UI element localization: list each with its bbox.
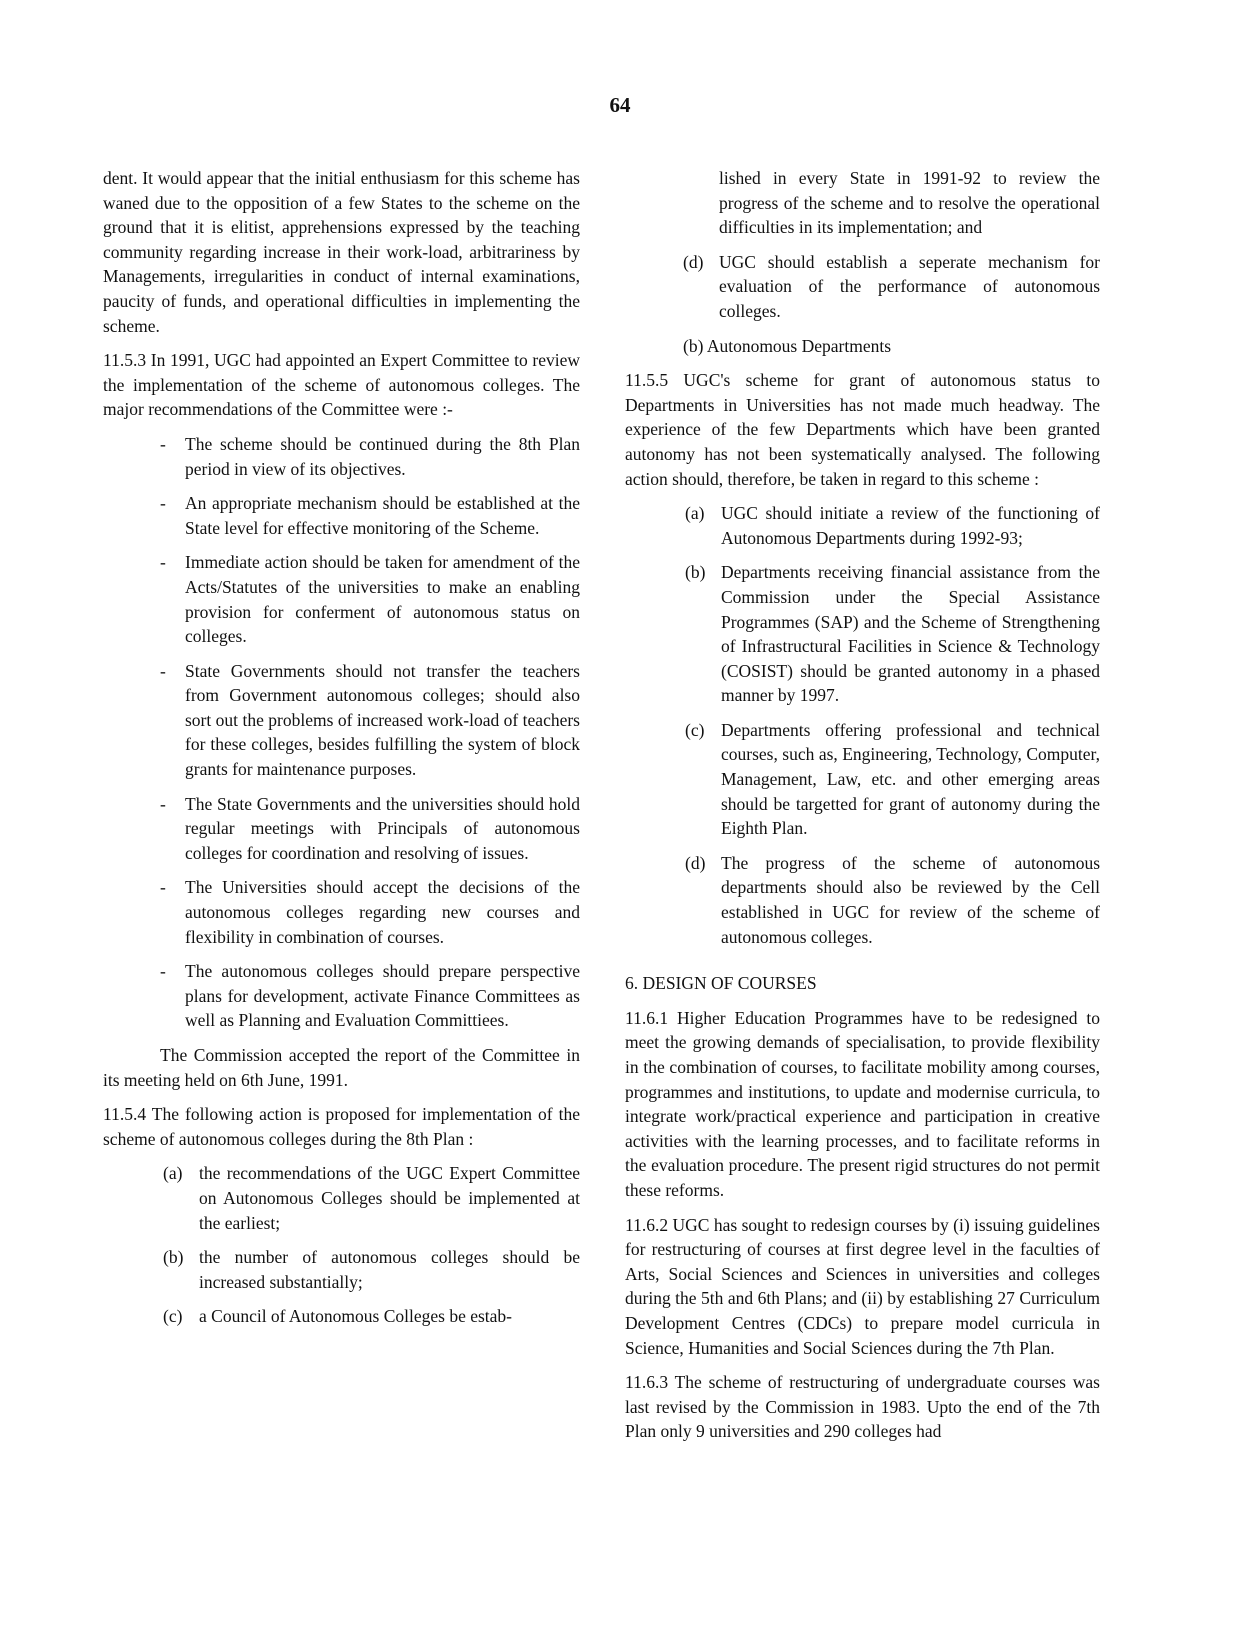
actions-list (163, 1161, 580, 1329)
paragraph-11-5-5: 11.5.5 UGC's scheme for grant of autonomous status to Departments in Universities has not made much headway. The experience of the few Departments which have been granted autonomy has not been systematically analysed. The following action should, therefore, be taken in regard to this scheme : (625, 370, 1100, 489)
page-number: 64 (609, 93, 631, 117)
list-marker: (b) (163, 1247, 184, 1268)
right-column (625, 166, 1100, 1454)
list-item (685, 851, 1100, 949)
dash-bullet: - (160, 660, 166, 681)
autonomous-colleges-item-d (683, 250, 1100, 324)
list-item-text: The Universities should accept the decisions of the autonomous colleges regarding new courses and flexibility in combination of courses. (185, 877, 580, 947)
dash-bullet: - (160, 961, 166, 982)
dash-bullet: - (160, 552, 166, 573)
list-marker: (b) (685, 562, 706, 583)
paragraph-11-6-3: 11.6.3 The scheme of restructuring of undergraduate courses was last revised by the Commission in 1983. Upto the end of the 7th Plan only 9 universities and 290 colleges had (625, 1372, 1100, 1442)
list-item-text: The scheme should be continued during the 8th Plan period in view of its objectives. (185, 433, 580, 479)
list-marker: (c) (685, 719, 705, 740)
dash-bullet: - (160, 793, 166, 814)
department-actions-list (685, 501, 1100, 949)
list-item (154, 875, 580, 949)
list-item-text: The autonomous colleges should prepare perspective plans for development, activate Finance Committees as well as Planning and Evaluation Committiees. (185, 961, 580, 1031)
list-item (685, 718, 1100, 841)
list-item-text: the number of autonomous colleges should be increased substantially; (199, 1247, 580, 1292)
list-item (163, 1304, 580, 1329)
dash-bullet: - (160, 877, 166, 898)
list-marker: (d) (685, 852, 706, 873)
commission-accepted-paragraph: The Commission accepted the report of the Committee in its meeting held on 6th June, 1991. (103, 1045, 580, 1090)
recommendations-list (154, 432, 580, 1033)
list-item-text: An appropriate mechanism should be established at the State level for effective monitoring of the Scheme. (185, 493, 580, 538)
list-item-text: the recommendations of the UGC Expert Committee on Autonomous Colleges should be implemented at the earliest; (199, 1163, 580, 1233)
list-marker: (c) (163, 1306, 183, 1327)
list-item (154, 550, 580, 648)
paragraph-11-5-4: 11.5.4 The following action is proposed for implementation of the scheme of autonomous colleges during the 8th Plan : (103, 1104, 580, 1149)
list-marker: (a) (163, 1163, 183, 1184)
list-item-text: State Governments should not transfer the teachers from Government autonomous colleges; should also sort out the problems of increased work-load of teachers for these colleges, besides fulfilling the system of block grants for maintenance purposes. (185, 660, 580, 780)
list-marker: (d) (683, 251, 704, 272)
continuation-text: lished in every State in 1991-92 to review the progress of the scheme and to resolve the operational difficulties in its implementation; and (719, 168, 1100, 238)
left-column (103, 166, 580, 1339)
paragraph-11-6-1: 11.6.1 Higher Education Programmes have to be redesigned to meet the growing demands of specialisation, to provide flexibility in the combination of courses, to facilitate mobility among courses, programmes and institutions, to update and modernise curricula, to integrate work/practical experience and participation in creative activities with the learning processes, and to facilitate reforms in the evaluation procedure. The present rigid structures do not permit these reforms. (625, 1007, 1100, 1200)
paragraph-11-5-3: 11.5.3 In 1991, UGC had appointed an Expert Committee to review the implementation of the scheme of autonomous colleges. The major recommendations of the Committee were :- (103, 350, 580, 420)
section-heading-design-of-courses: 6. DESIGN OF COURSES (625, 973, 817, 994)
list-item (154, 792, 580, 866)
list-item (154, 491, 580, 540)
paragraph-11-6-2: 11.6.2 UGC has sought to redesign courses by (i) issuing guidelines for restructuring of courses at first degree level in the faculties of Arts, Social Sciences and Sciences in universities and colleges during the 5th and 6th Plans; and (ii) by establishing 27 Curriculum Development Centres (CDCs) to prepare model curricula in Science, Humanities and Social Sciences during the 7th Plan. (625, 1214, 1100, 1358)
intro-paragraph: dent. It would appear that the initial enthusiasm for this scheme has waned due to the opposition of a few States to the scheme on the ground that it is elitist, apprehensions expressed by the teaching community regarding increase in their work-load, arbitrariness by Managements, irregularities in conduct of internal examinations, paucity of funds, and operational difficulties in implementing the scheme. (103, 168, 580, 336)
list-item-text: The State Governments and the universities should hold regular meetings with Principals of autonomous colleges for coordination and resolving of issues. (185, 793, 580, 863)
list-item (163, 1245, 580, 1294)
dash-bullet: - (160, 433, 166, 454)
list-item-text: Departments receiving financial assistance from the Commission under the Special Assistance Programmes (SAP) and the Scheme of Strengthening of Infrastructural Facilities in Science & Technology (COSIST) should be granted autonomy in a phased manner by 1997. (721, 562, 1100, 706)
list-item-text: a Council of Autonomous Colleges be estab- (199, 1306, 513, 1327)
list-item (154, 659, 580, 782)
list-marker: (a) (685, 503, 705, 524)
list-item-text: Departments offering professional and technical courses, such as, Engineering, Technology, Computer, Management, Law, etc. and other emerging areas should be targetted for grant of autonomy during the Eighth Plan. (721, 719, 1100, 839)
list-item (685, 501, 1100, 550)
list-item (683, 250, 1100, 324)
list-item-text: The progress of the scheme of autonomous departments should also be reviewed by the Cell established in UGC for review of the scheme of autonomous colleges. (721, 852, 1100, 947)
list-item-text: UGC should initiate a review of the functioning of Autonomous Departments during 1992-93; (721, 503, 1100, 548)
list-item (154, 959, 580, 1033)
list-item (685, 560, 1100, 708)
list-item-text: Immediate action should be taken for amendment of the Acts/Statutes of the universities to make an enabling provision for conferment of autonomous status on colleges. (185, 552, 580, 647)
list-item (163, 1161, 580, 1235)
dash-bullet: - (160, 493, 166, 514)
list-item-text: UGC should establish a seperate mechanism for evaluation of the performance of autonomous colleges. (719, 251, 1100, 321)
subheading-autonomous-departments: (b) Autonomous Departments (683, 335, 892, 356)
list-item (154, 432, 580, 481)
